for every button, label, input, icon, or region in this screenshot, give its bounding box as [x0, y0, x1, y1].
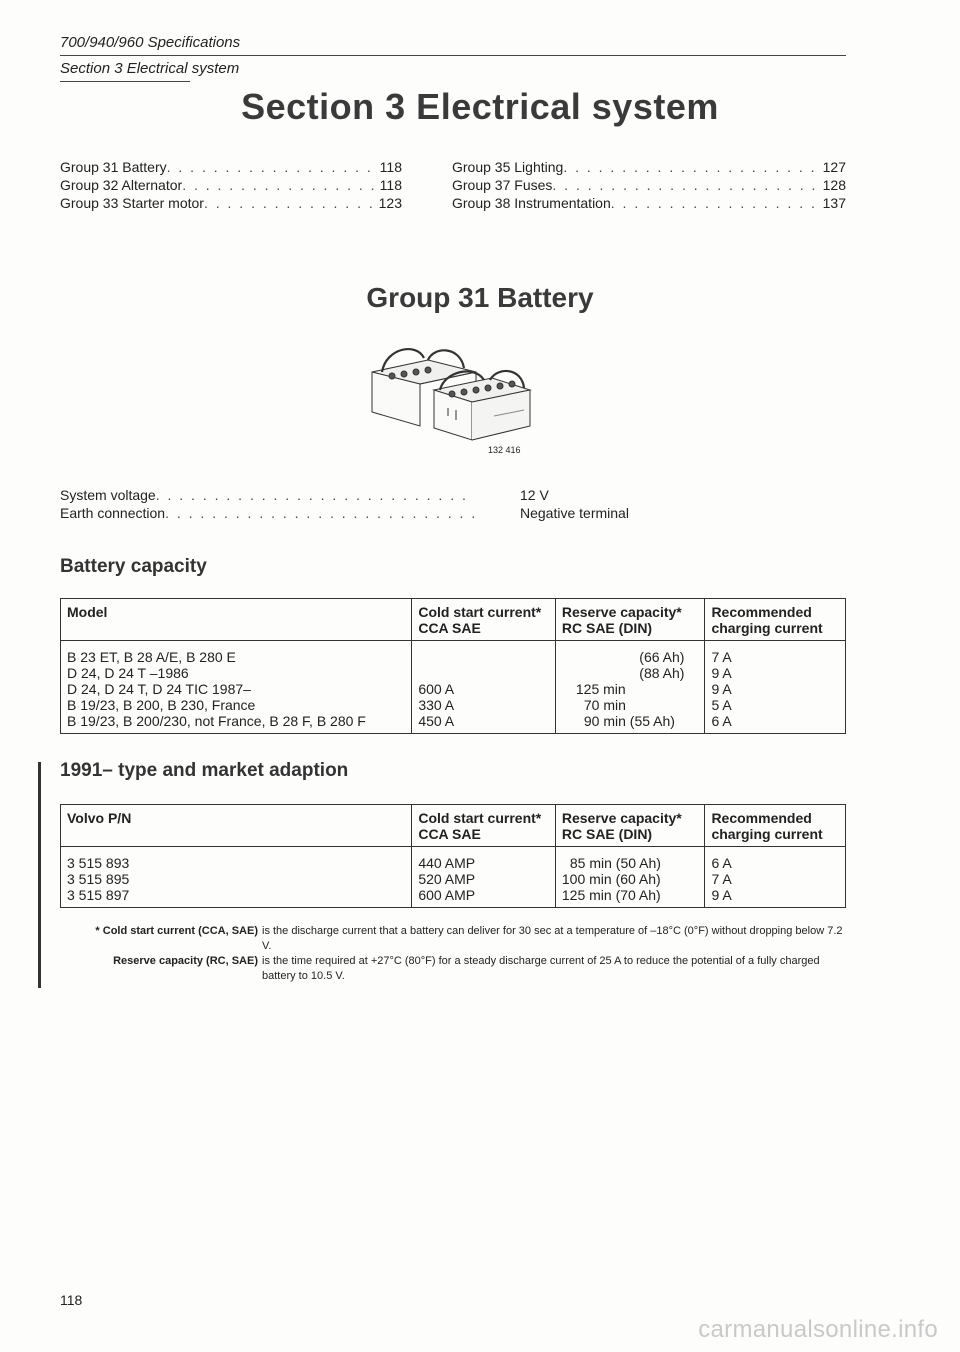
table-row: [61, 641, 846, 666]
cell-rc: 125 min (70 Ah): [555, 887, 705, 908]
toc-page: 123: [378, 195, 402, 211]
cell-charge: 9 A: [705, 665, 846, 681]
toc-entry[interactable]: [452, 158, 846, 176]
cell-model: D 24, D 24 T –1986: [61, 665, 412, 681]
cell-pn: 3 515 897: [61, 887, 412, 908]
cell-charge: 6 A: [705, 847, 846, 872]
cell-pn: 3 515 893: [61, 847, 412, 872]
toc-right-column: [452, 158, 846, 212]
spec-label: Earth connection: [60, 505, 166, 521]
toc-leader: [563, 158, 816, 176]
toc-page: 127: [822, 159, 846, 175]
footnote-text: is the discharge current that a battery can deliver for 30 sec at a temperature of –18°C (0°F) without dropping below 7.2 V.: [262, 925, 843, 952]
toc-page: 137: [822, 195, 846, 211]
cell-cca: 520 AMP: [412, 871, 556, 887]
toc-label: Group 33 Starter motor: [60, 195, 204, 211]
toc-label: Group 35 Lighting: [452, 159, 564, 175]
spec-label: System voltage: [60, 487, 156, 503]
header-rule: [60, 55, 846, 56]
cell-charge: 7 A: [705, 641, 846, 666]
cell-pn: 3 515 895: [61, 871, 412, 887]
spec-row-system-voltage: [60, 486, 640, 504]
cell-rc: 70 min: [555, 697, 705, 713]
toc-page: 118: [379, 177, 402, 193]
toc-label: Group 38 Instrumentation: [452, 195, 611, 211]
table-row: [61, 887, 846, 908]
section-title: Section 3 Electrical system: [241, 86, 719, 127]
header-reserve: Reserve capacity* RC SAE (DIN): [555, 599, 705, 641]
toc-page: 128: [822, 177, 846, 193]
document-title: 700/940/960 Specifications: [60, 34, 241, 51]
cell-rc: 100 min (60 Ah): [555, 871, 705, 887]
footnote-text: is the time required at +27°C (80°F) for a steady discharge current of 25 A to reduce the potential of a fully charged battery to 10.5 V.: [262, 955, 820, 982]
spec-row-earth-connection: [60, 504, 640, 522]
table-row: [61, 681, 846, 697]
cell-cca: 600 A: [412, 681, 556, 697]
footnote-key: * Cold start current (CCA, SAE): [95, 925, 258, 937]
toc-leader: [167, 158, 374, 176]
cell-rc: (88 Ah): [555, 665, 705, 681]
toc-entry[interactable]: [60, 158, 402, 176]
toc-entry[interactable]: [60, 194, 402, 212]
spec-value: 12 V: [520, 487, 549, 503]
header-charging: Recommended charging current: [705, 599, 846, 641]
table-row: [61, 871, 846, 887]
header-model: Model: [61, 599, 412, 641]
group-title: Group 31 Battery: [366, 282, 594, 313]
cell-charge: 5 A: [705, 697, 846, 713]
toc-page: 118: [379, 159, 402, 175]
cell-rc: 85 min (50 Ah): [555, 847, 705, 872]
cell-cca: 330 A: [412, 697, 556, 713]
footnote-key: Reserve capacity (RC, SAE): [113, 955, 258, 967]
market-adaption-table: [60, 804, 846, 908]
table-header-row: [61, 805, 846, 847]
battery-illustration: [364, 338, 534, 444]
cell-model: D 24, D 24 T, D 24 TIC 1987–: [61, 681, 412, 697]
table-row: [61, 847, 846, 872]
cell-rc: 90 min (55 Ah): [555, 713, 705, 734]
battery-capacity-table: [60, 598, 846, 734]
toc-leader: [611, 194, 817, 212]
toc-entry[interactable]: [60, 176, 402, 194]
cell-cca: 600 AMP: [412, 887, 556, 908]
cell-cca: 440 AMP: [412, 847, 556, 872]
footnote-rc: [60, 954, 846, 984]
cell-cca: [412, 665, 556, 681]
toc-label: Group 31 Battery: [60, 159, 167, 175]
watermark: carmanualsonline.info: [698, 1316, 938, 1343]
footnotes: [60, 924, 846, 984]
cell-model: B 19/23, B 200/230, not France, B 28 F, B 280 F: [61, 713, 412, 734]
header-cca: Cold start current* CCA SAE: [412, 599, 556, 641]
cell-charge: 7 A: [705, 871, 846, 887]
toc-leader: [552, 176, 816, 194]
table-row: [61, 713, 846, 734]
battery-capacity-heading: Battery capacity: [60, 556, 207, 577]
section-subheader: Section 3 Electrical system: [60, 60, 240, 77]
toc-label: Group 37 Fuses: [452, 177, 553, 193]
toc-left-column: [60, 158, 402, 212]
cell-model: B 19/23, B 200, B 230, France: [61, 697, 412, 713]
toc-leader: [182, 176, 373, 194]
table-row: [61, 665, 846, 681]
header-reserve: Reserve capacity* RC SAE (DIN): [555, 805, 705, 847]
toc-leader: [204, 194, 373, 212]
toc-entry[interactable]: [452, 194, 846, 212]
spec-leader: [156, 486, 474, 504]
cell-charge: 6 A: [705, 713, 846, 734]
spec-value: Negative terminal: [520, 505, 629, 521]
subheader-rule: [60, 81, 190, 82]
cell-model: B 23 ET, B 28 A/E, B 280 E: [61, 641, 412, 666]
page-number: 118: [60, 1292, 83, 1308]
cell-cca: 450 A: [412, 713, 556, 734]
cell-cca: [412, 641, 556, 666]
table-header-row: [61, 599, 846, 641]
figure-number: 132 416: [488, 445, 521, 455]
header-cca: Cold start current* CCA SAE: [412, 805, 556, 847]
toc-label: Group 32 Alternator: [60, 177, 183, 193]
table-row: [61, 697, 846, 713]
revision-change-bar: [38, 762, 41, 988]
footnote-cca: [60, 924, 846, 954]
header-charging: Recommended charging current: [705, 805, 846, 847]
cell-charge: 9 A: [705, 887, 846, 908]
cell-rc: (66 Ah): [555, 641, 705, 666]
spec-leader: [165, 504, 483, 522]
market-adaption-heading: 1991– type and market adaption: [60, 760, 349, 781]
cell-rc: 125 min: [555, 681, 705, 697]
toc-entry[interactable]: [452, 176, 846, 194]
spec-list: [60, 486, 640, 522]
header-volvo-pn: Volvo P/N: [61, 805, 412, 847]
cell-charge: 9 A: [705, 681, 846, 697]
